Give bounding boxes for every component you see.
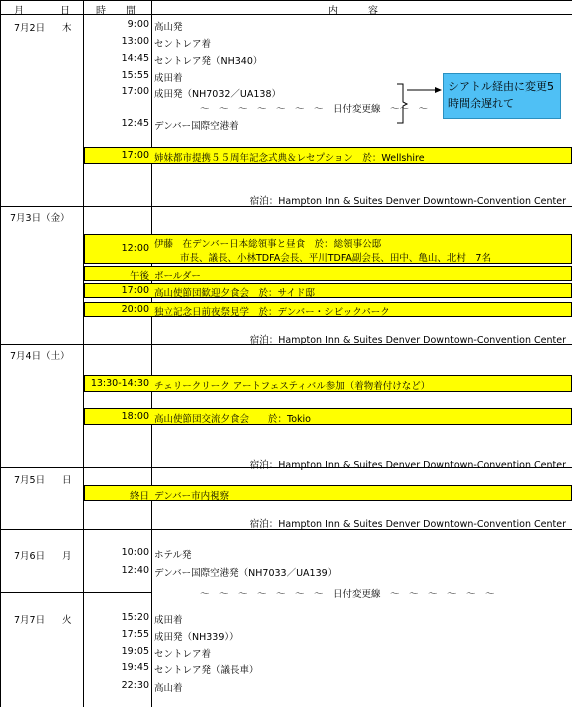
event-text: セントレア発（議長車） [154, 665, 259, 676]
event-text: 独立記念日前夜祭見学 於：デンバー・シビックパーク [154, 307, 390, 318]
event-text: セントレア着 [154, 39, 212, 50]
header-month: 月 [14, 6, 24, 17]
event-text: 成田着 [154, 73, 183, 84]
day-date: 7月4日（土） [10, 351, 70, 362]
event-text: 高山発 [154, 22, 183, 33]
callout-note: シアトル経由に変更5時間余遅れて [443, 73, 561, 119]
time-column-divider [151, 0, 152, 707]
day-date: 7月5日 [14, 475, 46, 486]
event-time: 9:00 [127, 19, 149, 30]
event-time: 12:00 [121, 243, 149, 254]
event-time: 13:30-14:30 [90, 378, 149, 389]
event-time: 20:00 [121, 304, 149, 315]
date-column-divider [83, 0, 84, 707]
event-time: 17:00 [121, 285, 149, 296]
event-time: 13:00 [121, 36, 149, 47]
event-text: 成田発（NH339）） [154, 632, 239, 643]
header-time: 時 間 [96, 6, 136, 17]
event-time: 17:00 [121, 150, 149, 161]
header-day: 日 [60, 6, 70, 17]
event-text-line2: 市長、議長、小林TDFA会長、平川TDFA副会長、田中、亀山、北村 7名 [180, 253, 491, 264]
left-border [0, 0, 1, 707]
event-time: 22:30 [121, 680, 149, 691]
event-time: 10:00 [121, 547, 149, 558]
header-bottom-border [0, 14, 572, 15]
event-time: 終日 [129, 491, 149, 502]
day-weekday: 日 [62, 475, 72, 486]
event-text: 姉妹都市提携５５周年記念式典＆レセプション 於：Wellshire [154, 153, 425, 164]
event-text: 高山使節団交流夕食会 於：Tokio [154, 414, 311, 425]
day-date: 7月2日 [14, 23, 46, 34]
event-text: ボールダー [154, 271, 201, 282]
day-date: 7月7日 [14, 615, 46, 626]
lodging-text: 宿泊：Hampton Inn & Suites Denver Downtown-Convention Center [249, 335, 566, 346]
date-line-text: ～ ～ ～ ～ ～ ～ ～ 日付変更線 ～～ ～ [200, 104, 429, 115]
event-time: 18:00 [121, 411, 149, 422]
header-content: 内 容 [328, 6, 378, 17]
event-time: 19:05 [121, 646, 149, 657]
event-text: デンバー市内視察 [154, 491, 230, 502]
event-time: 12:40 [121, 565, 149, 576]
day-separator [0, 592, 151, 593]
event-text: 成田発（NH7032／UA138） [154, 89, 282, 100]
event-text: 伊藤 在デンバー日本総領事と昼食 於：総領事公邸 [154, 239, 382, 250]
event-time: 17:00 [121, 86, 149, 97]
event-text: デンバー国際空港発（NH7033／UA139） [154, 568, 338, 579]
day-weekday: 木 [62, 23, 72, 34]
bracket-icon [395, 82, 445, 126]
event-time: 15:55 [121, 70, 149, 81]
lodging-text: 宿泊：Hampton Inn & Suites Denver Downtown-Convention Center [249, 460, 566, 471]
event-time: 午後 [129, 271, 149, 282]
day-weekday: 火 [62, 615, 72, 626]
event-time: 17:55 [121, 629, 149, 640]
event-time: 19:45 [121, 662, 149, 673]
event-time: 12:45 [121, 118, 149, 129]
event-text: 高山着 [154, 683, 183, 694]
lodging-text: 宿泊：Hampton Inn & Suites Denver Downtown-Convention Center [249, 519, 566, 530]
event-time: 14:45 [121, 53, 149, 64]
lodging-text: 宿泊：Hampton Inn & Suites Denver Downtown-Convention Center [249, 196, 566, 207]
event-text: セントレア発（NH340） [154, 56, 263, 67]
event-text: 成田着 [154, 615, 183, 626]
event-text: ホテル発 [154, 550, 192, 561]
event-text: チェリークリーク アートフェスティバル参加（着物着付けなど） [154, 381, 431, 392]
event-time: 15:20 [121, 612, 149, 623]
top-border [0, 0, 572, 1]
day-date: 7月6日 [14, 551, 46, 562]
day-weekday: 月 [62, 551, 72, 562]
event-text: セントレア着 [154, 649, 212, 660]
event-text: デンバー国際空港着 [154, 121, 239, 132]
event-text: 高山使節団歓迎夕食会 於：サイド邸 [154, 288, 315, 299]
day-date: 7月3日（金） [10, 213, 70, 224]
date-line-text: ～ ～ ～ ～ ～ ～ ～ 日付変更線 ～ ～ ～ ～ ～ ～ [200, 589, 495, 600]
